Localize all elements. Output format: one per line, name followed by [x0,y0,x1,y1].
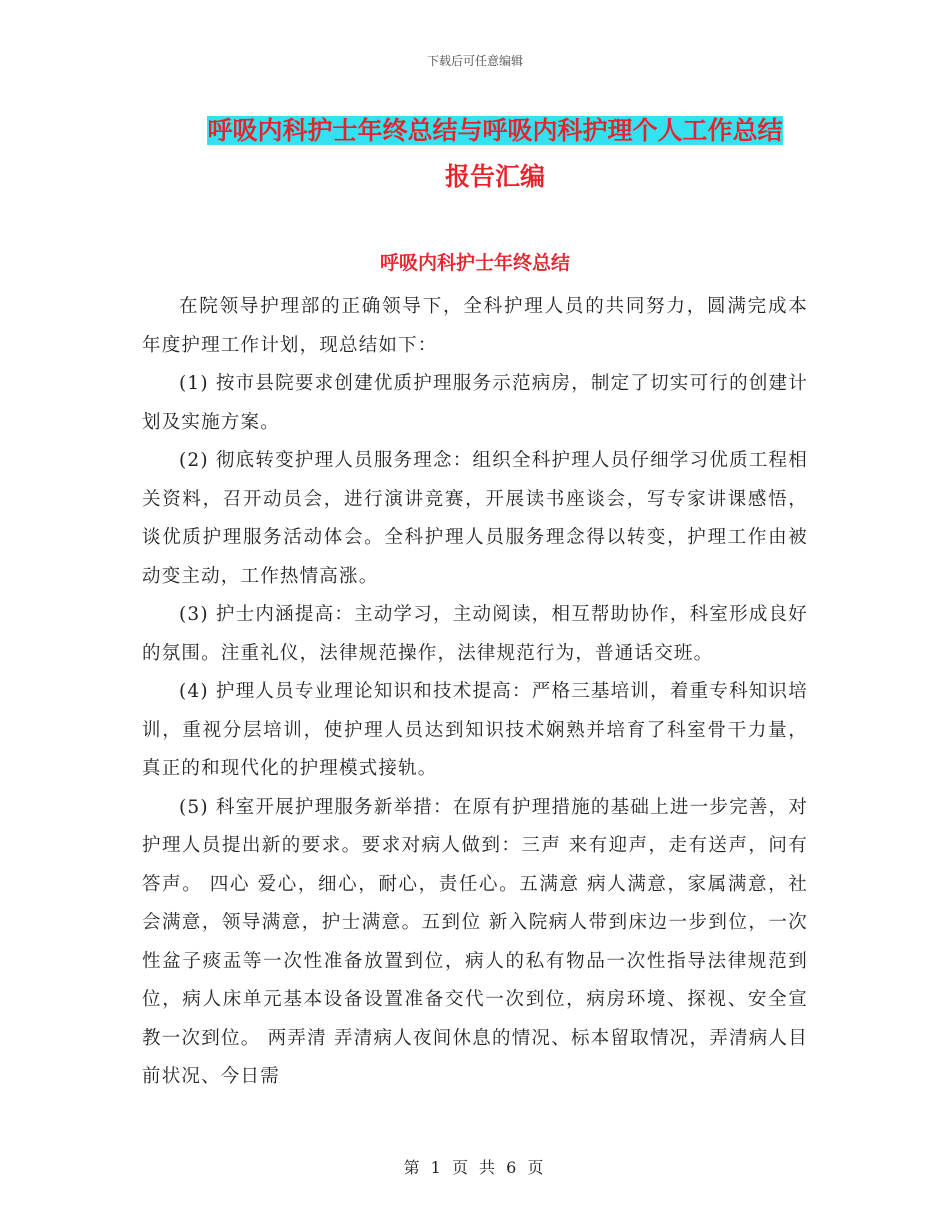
document-title [140,108,850,200]
document-title-line2: 报告汇编 [444,162,545,191]
paragraph-item-3: (3) 护士内涵提高：主动学习，主动阅读，相互帮助协作，科室形成良好的氛围。注重礼仪，法律规范操作，法律规范行为，普通话交班。 [142,604,808,664]
section-title: 呼吸内科护士年终总结 [379,252,570,274]
page-footer: 第 1 页 共 6 页 [403,1158,547,1177]
header-note: 下载后可任意编辑 [426,54,523,68]
paragraph-item-5: (5) 科室开展护理服务新举措：在原有护理措施的基础上进一步完善，对护理人员提出新的要求。要求对病人做到：三声 来有迎声，走有送声，问有答声。 四心 爱心，细心，耐心，责任心。五满意 病人满意，家属满意，社会满意，领导满意，护士满意。五到位 新入院病人带到床边一步到位，一次性盆子痰盂等一次性准备放置到位，病人的私有物品一次性指导法律规范到位，病人床单元基本设备设置准备交代一次到位，病房环境、探视、安全宣教一次到位。 两弄清 弄清病人夜间休息的情况、标本留取情况，弄清病人目前状况、今日需 [142,796,808,1087]
paragraph-item-4: (4) 护理人员专业理论知识和技术提高：严格三基培训，着重专科知识培训，重视分层培训，使护理人员达到知识技术娴熟并培育了科室骨干力量，真正的和现代化的护理模式接轨。 [142,681,808,779]
document-title-line1: 呼吸内科护士年终总结与呼吸内科护理个人工作总结 [207,116,783,145]
paragraph-item-2: (2) 彻底转变护理人员服务理念：组织全科护理人员仔细学习优质工程相关资料，召开动员会，进行演讲竞赛，开展读书座谈会，写专家讲课感悟，谈优质护理服务活动体会。全科护理人员服务理念得以转变，护理工作由被动变主动，工作热情高涨。 [142,450,808,587]
paragraph-intro: 在院领导护理部的正确领导下，全科护理人员的共同努力，圆满完成本年度护理工作计划，现总结如下： [142,296,808,356]
paragraph-item-1: (1) 按市县院要求创建优质护理服务示范病房，制定了切实可行的创建计划及实施方案。 [142,373,808,433]
document-body [142,288,808,1097]
